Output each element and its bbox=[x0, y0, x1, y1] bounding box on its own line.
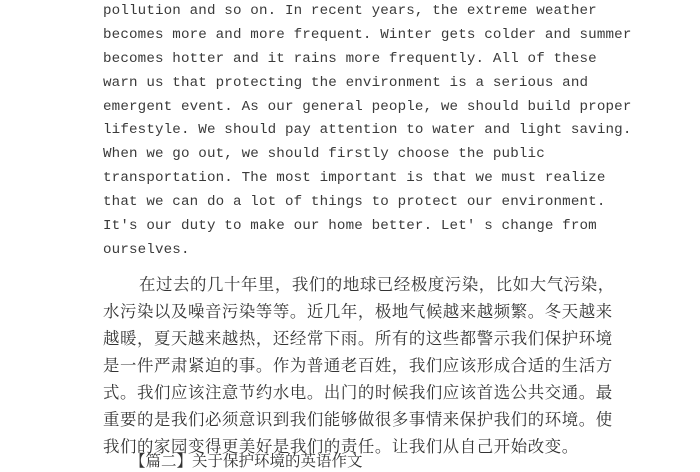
text-line: pollution and so on. In recent years, the extreme weather bbox=[103, 3, 597, 19]
text-line: 是一件严肃紧迫的事。作为普通老百姓，我们应该形成合适的生活方 bbox=[103, 356, 613, 375]
text-line: 越暖，夏天越来越热，还经常下雨。所有的这些都警示我们保护环境 bbox=[103, 329, 613, 348]
text-line: 式。我们应该注意节约水电。出门的时候我们应该首选公共交通。最 bbox=[103, 383, 613, 402]
chinese-paragraph bbox=[103, 271, 623, 460]
english-paragraph bbox=[103, 0, 663, 263]
text-line: 重要的是我们必须意识到我们能够做很多事情来保护我们的环境。使 bbox=[103, 410, 613, 429]
text-line: becomes more and more frequent. Winter gets colder and summer bbox=[103, 26, 632, 43]
section-heading: 【篇二】关于保护环境的英语作文 bbox=[130, 452, 363, 470]
text-line: transportation. The most important is that we must realize bbox=[103, 170, 606, 187]
text-line: When we go out, we should firstly choose the public bbox=[103, 146, 545, 163]
text-line: emergent event. As our general people, we should build proper bbox=[103, 98, 632, 115]
text-line: ourselves. bbox=[103, 241, 190, 258]
text-line: It's our duty to make our home better. Let' s change from bbox=[103, 218, 597, 235]
text-line: 水污染以及噪音污染等等。近几年，极地气候越来越频繁。冬天越来 bbox=[103, 302, 613, 321]
text-line: 在过去的几十年里，我们的地球已经极度污染，比如大气污染， bbox=[139, 275, 615, 294]
text-line: becomes hotter and it rains more frequently. All of these bbox=[103, 50, 597, 67]
text-line: lifestyle. We should pay attention to water and light saving. bbox=[103, 122, 632, 139]
text-line: 我们的家园变得更美好是我们的责任。让我们从自己开始改变。 bbox=[103, 437, 579, 456]
text-line: warn us that protecting the environment is a serious and bbox=[103, 74, 589, 91]
text-line: that we can do a lot of things to protect our environment. bbox=[103, 194, 606, 211]
